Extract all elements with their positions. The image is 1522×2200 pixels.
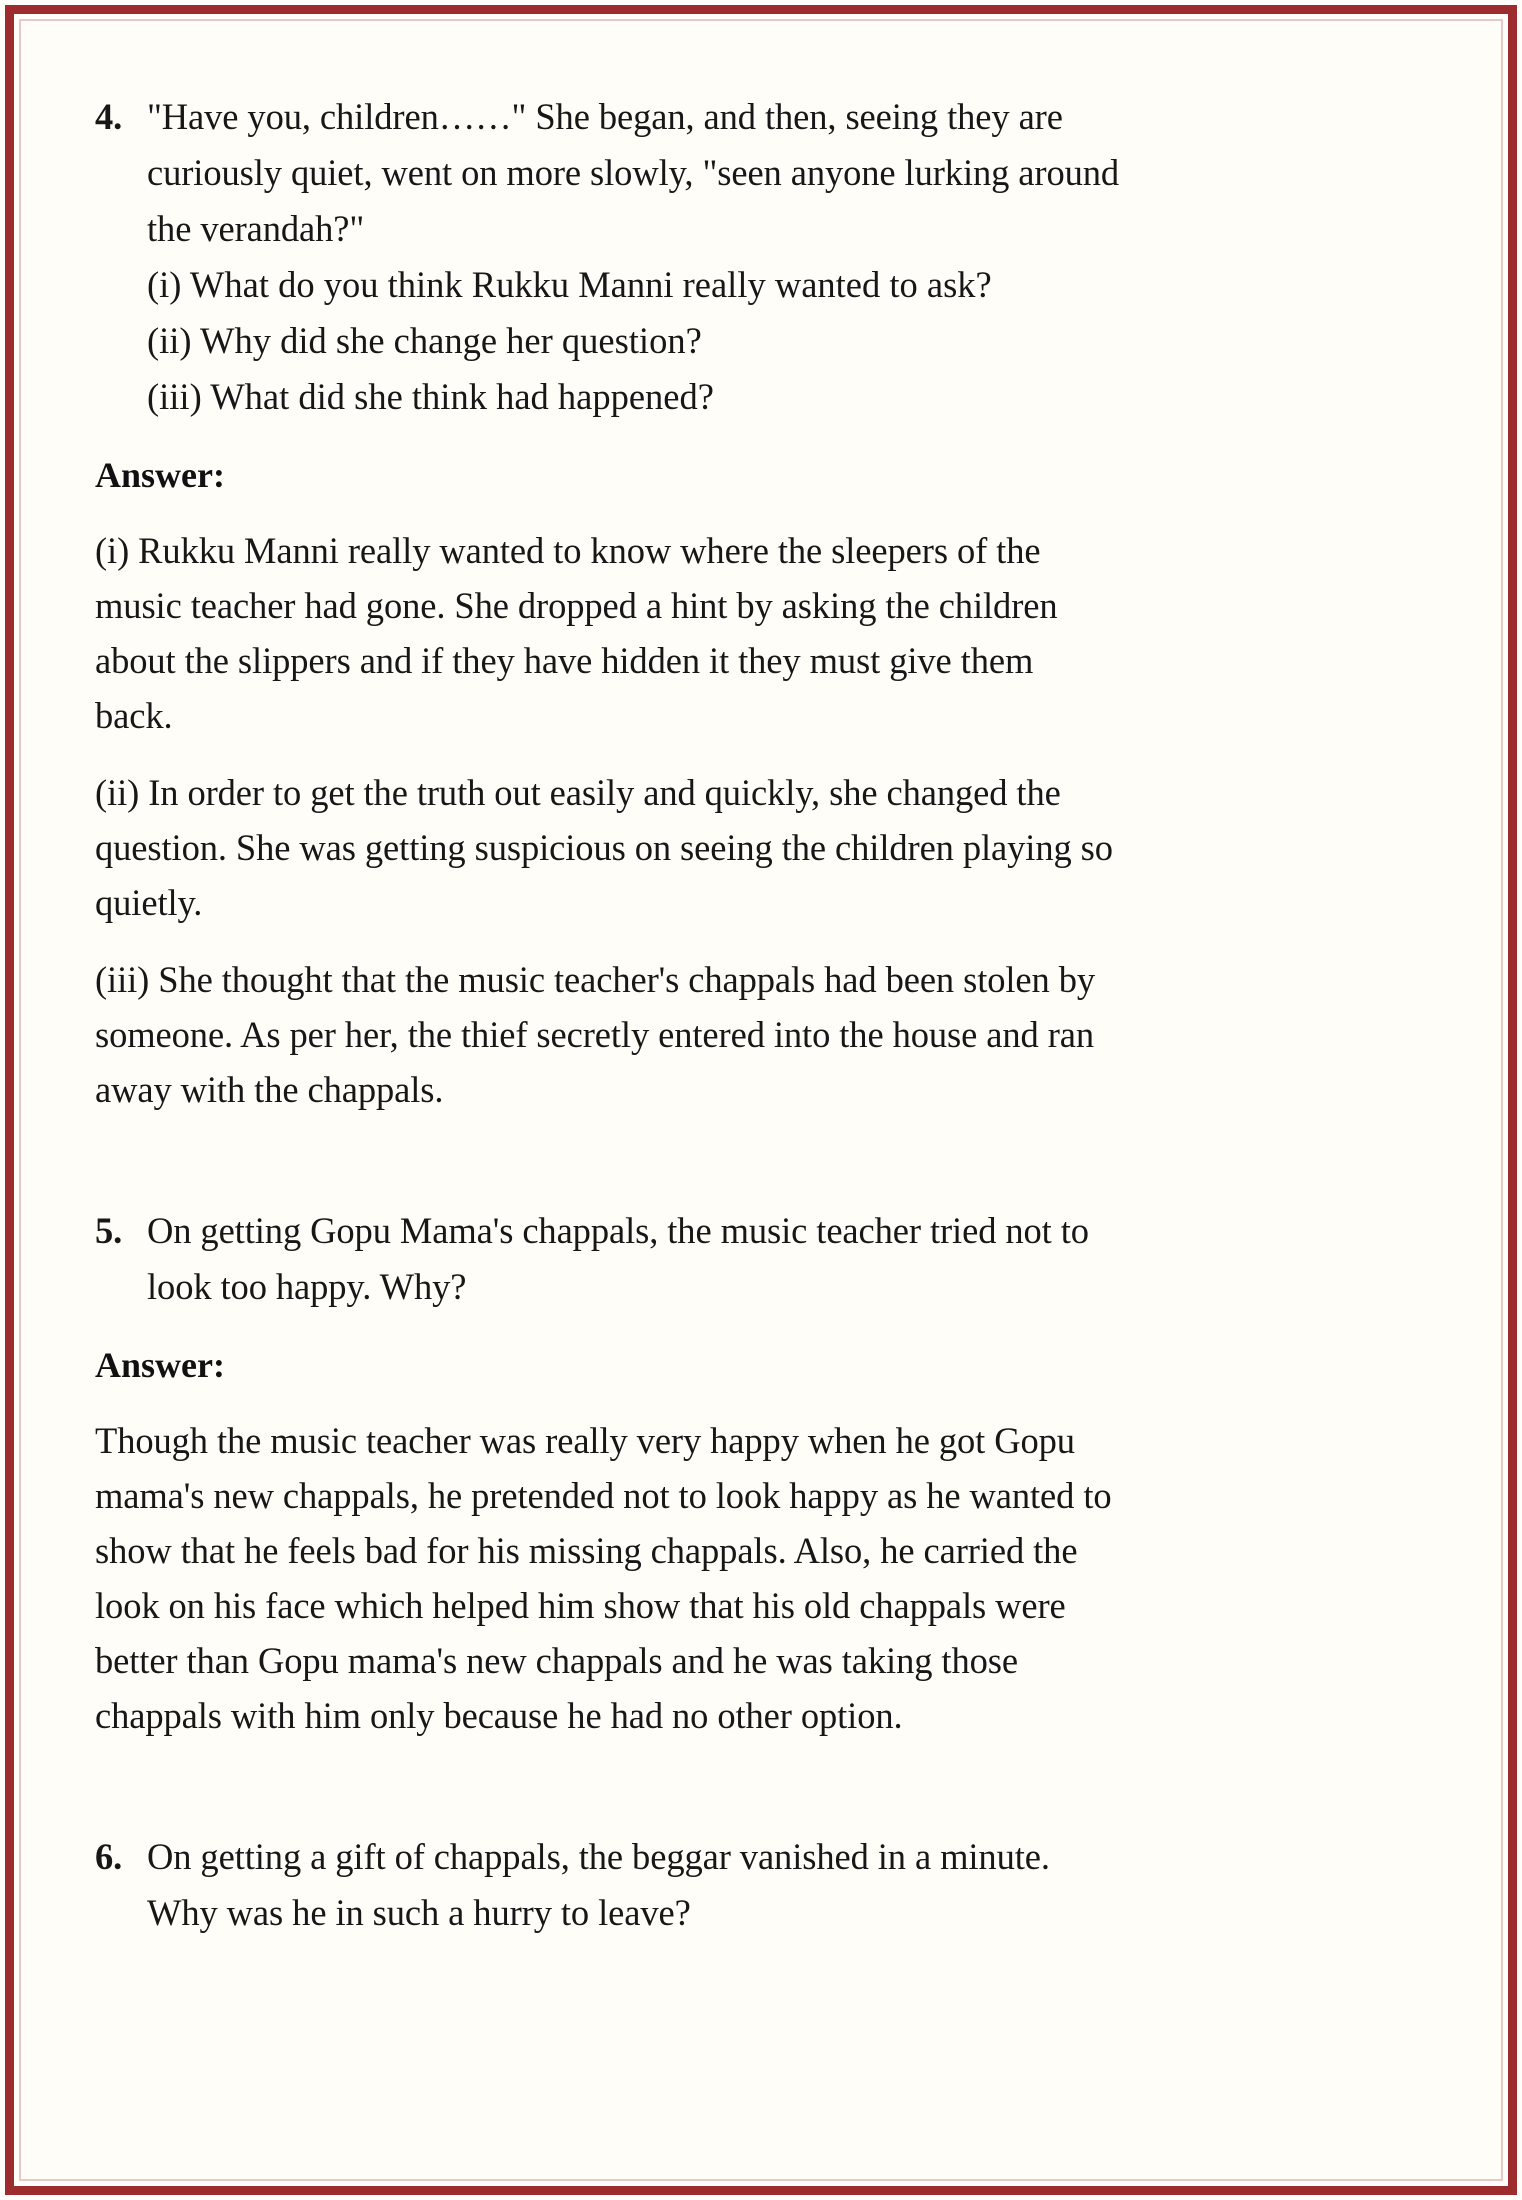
- page-border-inner: [19, 19, 1503, 2181]
- question-number: 4.: [95, 96, 123, 137]
- sub-question: (iii) What did she think had happened?: [147, 376, 714, 417]
- answer-paragraph: [95, 765, 1375, 930]
- question-number: 6.: [95, 1836, 123, 1877]
- question-prompt: [147, 1829, 1375, 1941]
- question-block: [95, 1203, 1375, 1315]
- answer-line: question. She was getting suspicious on seeing the children playing so: [95, 827, 1113, 868]
- question-prompt-line: On getting Gopu Mama's chappals, the music teacher tried not to: [147, 1210, 1089, 1251]
- answer-paragraph: [95, 523, 1375, 743]
- question-prompt-line: "Have you, children……" She began, and then, seeing they are: [147, 96, 1063, 137]
- answer-line: Though the music teacher was really very happy when he got Gopu: [95, 1420, 1075, 1461]
- question-prompt-line: curiously quiet, went on more slowly, "seen anyone lurking around: [147, 152, 1120, 193]
- sub-question: (i) What do you think Rukku Manni really wanted to ask?: [147, 264, 992, 305]
- question-block: [95, 1829, 1375, 1941]
- answer-line: about the slippers and if they have hidden it they must give them: [95, 640, 1034, 681]
- answer-line: mama's new chappals, he pretended not to look happy as he wanted to: [95, 1475, 1112, 1516]
- question-block: [95, 89, 1375, 257]
- question-prompt: [147, 1203, 1375, 1315]
- answer-line: chappals with him only because he had no other option.: [95, 1695, 903, 1736]
- answer-paragraph: [95, 1413, 1375, 1743]
- answer-line: back.: [95, 695, 173, 736]
- page-border-outer: [5, 5, 1517, 2195]
- question-prompt-line: On getting a gift of chappals, the beggar vanished in a minute.: [147, 1836, 1050, 1877]
- answer-line: (iii) She thought that the music teacher's chappals had been stolen by: [95, 959, 1096, 1000]
- answer-line: show that he feels bad for his missing chappals. Also, he carried the: [95, 1530, 1078, 1571]
- answer-line: quietly.: [95, 882, 203, 923]
- question-prompt-line: the verandah?": [147, 208, 365, 249]
- answer-line: (i) Rukku Manni really wanted to know where the sleepers of the: [95, 530, 1041, 571]
- section-spacer: [95, 1117, 1375, 1203]
- answer-line: someone. As per her, the thief secretly entered into the house and ran: [95, 1014, 1094, 1055]
- answer-label: Answer:: [95, 1345, 225, 1385]
- question-prompt-line: Why was he in such a hurry to leave?: [147, 1892, 691, 1933]
- section-spacer: [95, 1743, 1375, 1829]
- answer-line: better than Gopu mama's new chappals and he was taking those: [95, 1640, 1018, 1681]
- answer-paragraph: [95, 952, 1375, 1117]
- sub-question: (ii) Why did she change her question?: [147, 320, 702, 361]
- answer-line: away with the chappals.: [95, 1069, 444, 1110]
- document-content: [95, 89, 1375, 1941]
- question-prompt: [147, 89, 1375, 257]
- answer-line: (ii) In order to get the truth out easily and quickly, she changed the: [95, 772, 1061, 813]
- answer-label: Answer:: [95, 455, 225, 495]
- question-number: 5.: [95, 1210, 123, 1251]
- question-prompt-line: look too happy. Why?: [147, 1266, 467, 1307]
- answer-line: music teacher had gone. She dropped a hint by asking the children: [95, 585, 1058, 626]
- answer-line: look on his face which helped him show that his old chappals were: [95, 1585, 1066, 1626]
